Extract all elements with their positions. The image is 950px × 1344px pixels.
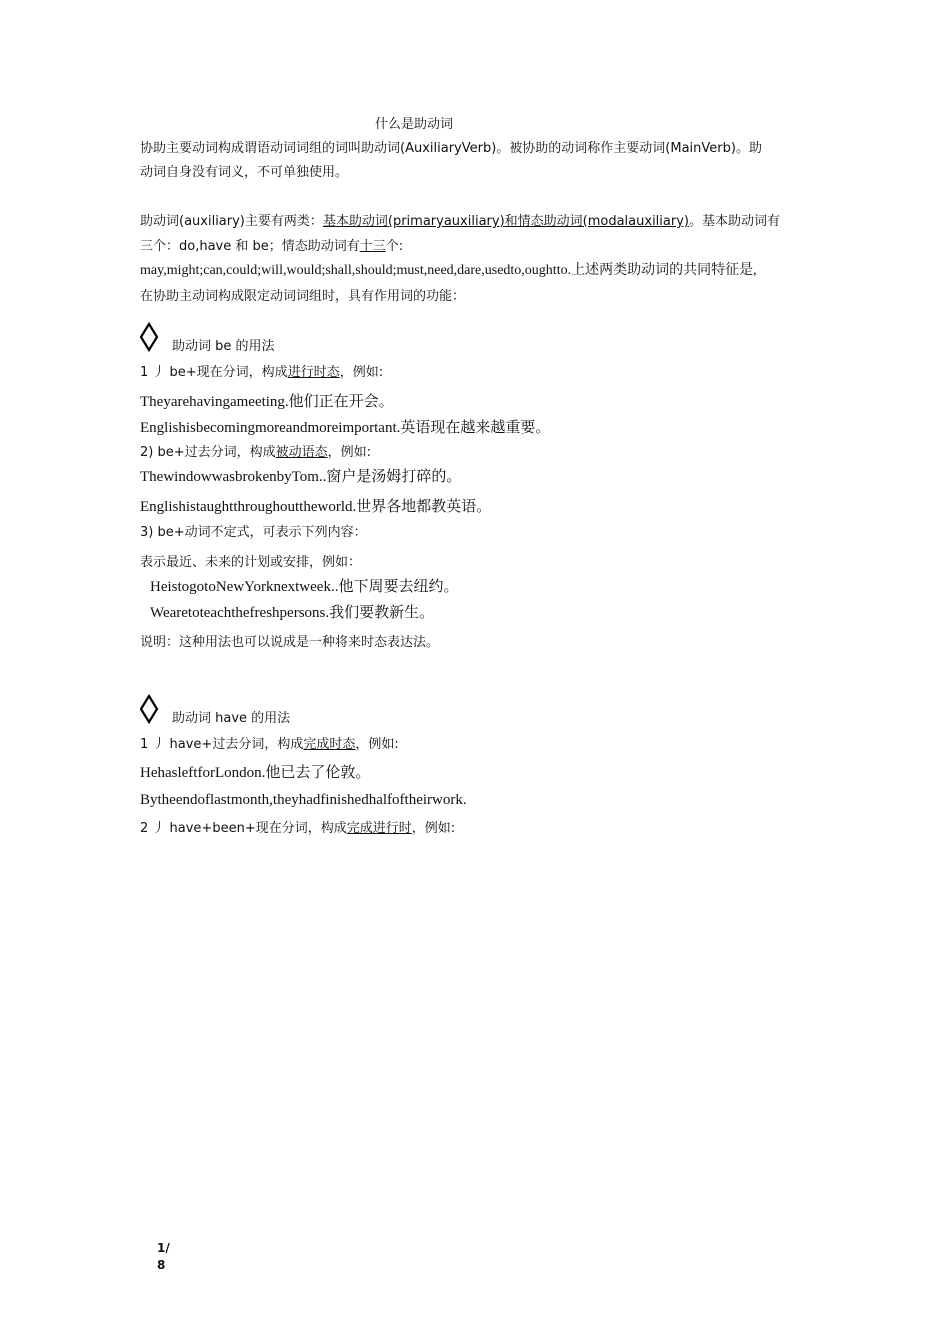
be-example-2: Englishisbecomingmoreandmoreimportant.英语现在越来越重要。 — [140, 420, 551, 436]
be-example-3: ThewindowwasbrokenbyTom..窗户是汤姆打碎的。 — [140, 469, 462, 485]
be-example-4: Englishistaughtthroughouttheworld.世界各地都教英语。 — [140, 499, 492, 515]
item-underlined-text: 进行时态 — [287, 365, 340, 380]
item-text: ，例如: — [327, 445, 372, 460]
intro-line-1: 协助主要动词构成谓语动词词组的词叫助动词(AuxiliaryVerb)。被协助的动词称作主要动词(MainVerb)。助 — [140, 141, 762, 156]
item-underlined-text: 被动语态 — [275, 445, 328, 460]
item-text: ，例如: — [355, 737, 399, 752]
item-text: 2 丿 have+been+现在分词，构成 — [140, 821, 347, 836]
types-line-4: 在协助主动词构成限定动词词组时，具有作用词的功能： — [140, 289, 466, 304]
types-line-2 — [140, 238, 403, 256]
have-example-2: Bytheendoflastmonth,theyhadfinishedhalfoftheirwork. — [140, 792, 467, 808]
be-item-2 — [140, 444, 371, 462]
item-text: ，例如: — [411, 821, 456, 836]
item-underlined-text: 完成时态 — [303, 737, 356, 752]
have-item-1 — [140, 736, 399, 754]
page-number: 1/ 8 — [157, 1241, 170, 1272]
item-text: 2) be+过去分词，构成 — [140, 445, 276, 460]
be-example-6: Wearetoteachthefreshpersons.我们要教新生。 — [150, 605, 435, 621]
be-note: 说明：这种用法也可以说成是一种将来时态表达法。 — [140, 635, 440, 650]
types-underlined-text: 基本助动词(primaryauxiliary)和情态助动词(modalauxiliary) — [322, 214, 689, 229]
be-item-1 — [140, 364, 383, 382]
have-example-1: HehasleftforLondon.他已去了伦敦。 — [140, 765, 371, 781]
types-text: 助动词(auxiliary)主要有两类： — [140, 214, 323, 229]
item-underlined-text: 完成进行时 — [346, 821, 412, 836]
types-text: 三个：do,have 和 be；情态助动词有 — [140, 239, 360, 254]
intro-line-2: 动词自身没有词义，不可单独使用。 — [140, 165, 349, 180]
be-section-heading: 助动词 be 的用法 — [172, 339, 275, 354]
types-line-1 — [140, 213, 780, 231]
types-text: 个: — [385, 239, 404, 254]
have-item-2 — [140, 820, 455, 838]
item-text: ，例如: — [339, 365, 384, 380]
be-example-1: Theyarehavingameeting.他们正在开会。 — [140, 394, 394, 410]
item-text: 1 丿 be+现在分词，构成 — [140, 365, 288, 380]
be-item-3: 3) be+动词不定式，可表示下列内容： — [140, 525, 367, 540]
be-subheading: 表示最近、未来的计划或安排，例如： — [140, 555, 362, 570]
diamond-bullet-icon — [140, 694, 160, 724]
item-text: 1 丿 have+过去分词，构成 — [140, 737, 304, 752]
types-text: 。基本助动词有 — [688, 214, 780, 229]
be-example-5: HeistogotoNewYorknextweek..他下周要去纽约。 — [150, 579, 459, 595]
diamond-bullet-icon — [140, 322, 160, 352]
page-title: 什么是助动词 — [375, 117, 454, 132]
have-section-heading: 助动词 have 的用法 — [172, 711, 291, 726]
types-line-3: may,might;can,could;will,would;shall,should;must,need,dare,usedto,oughtto.上述两类助动词的共同特征是, — [140, 263, 757, 278]
types-underlined-text: 十三 — [359, 239, 386, 254]
